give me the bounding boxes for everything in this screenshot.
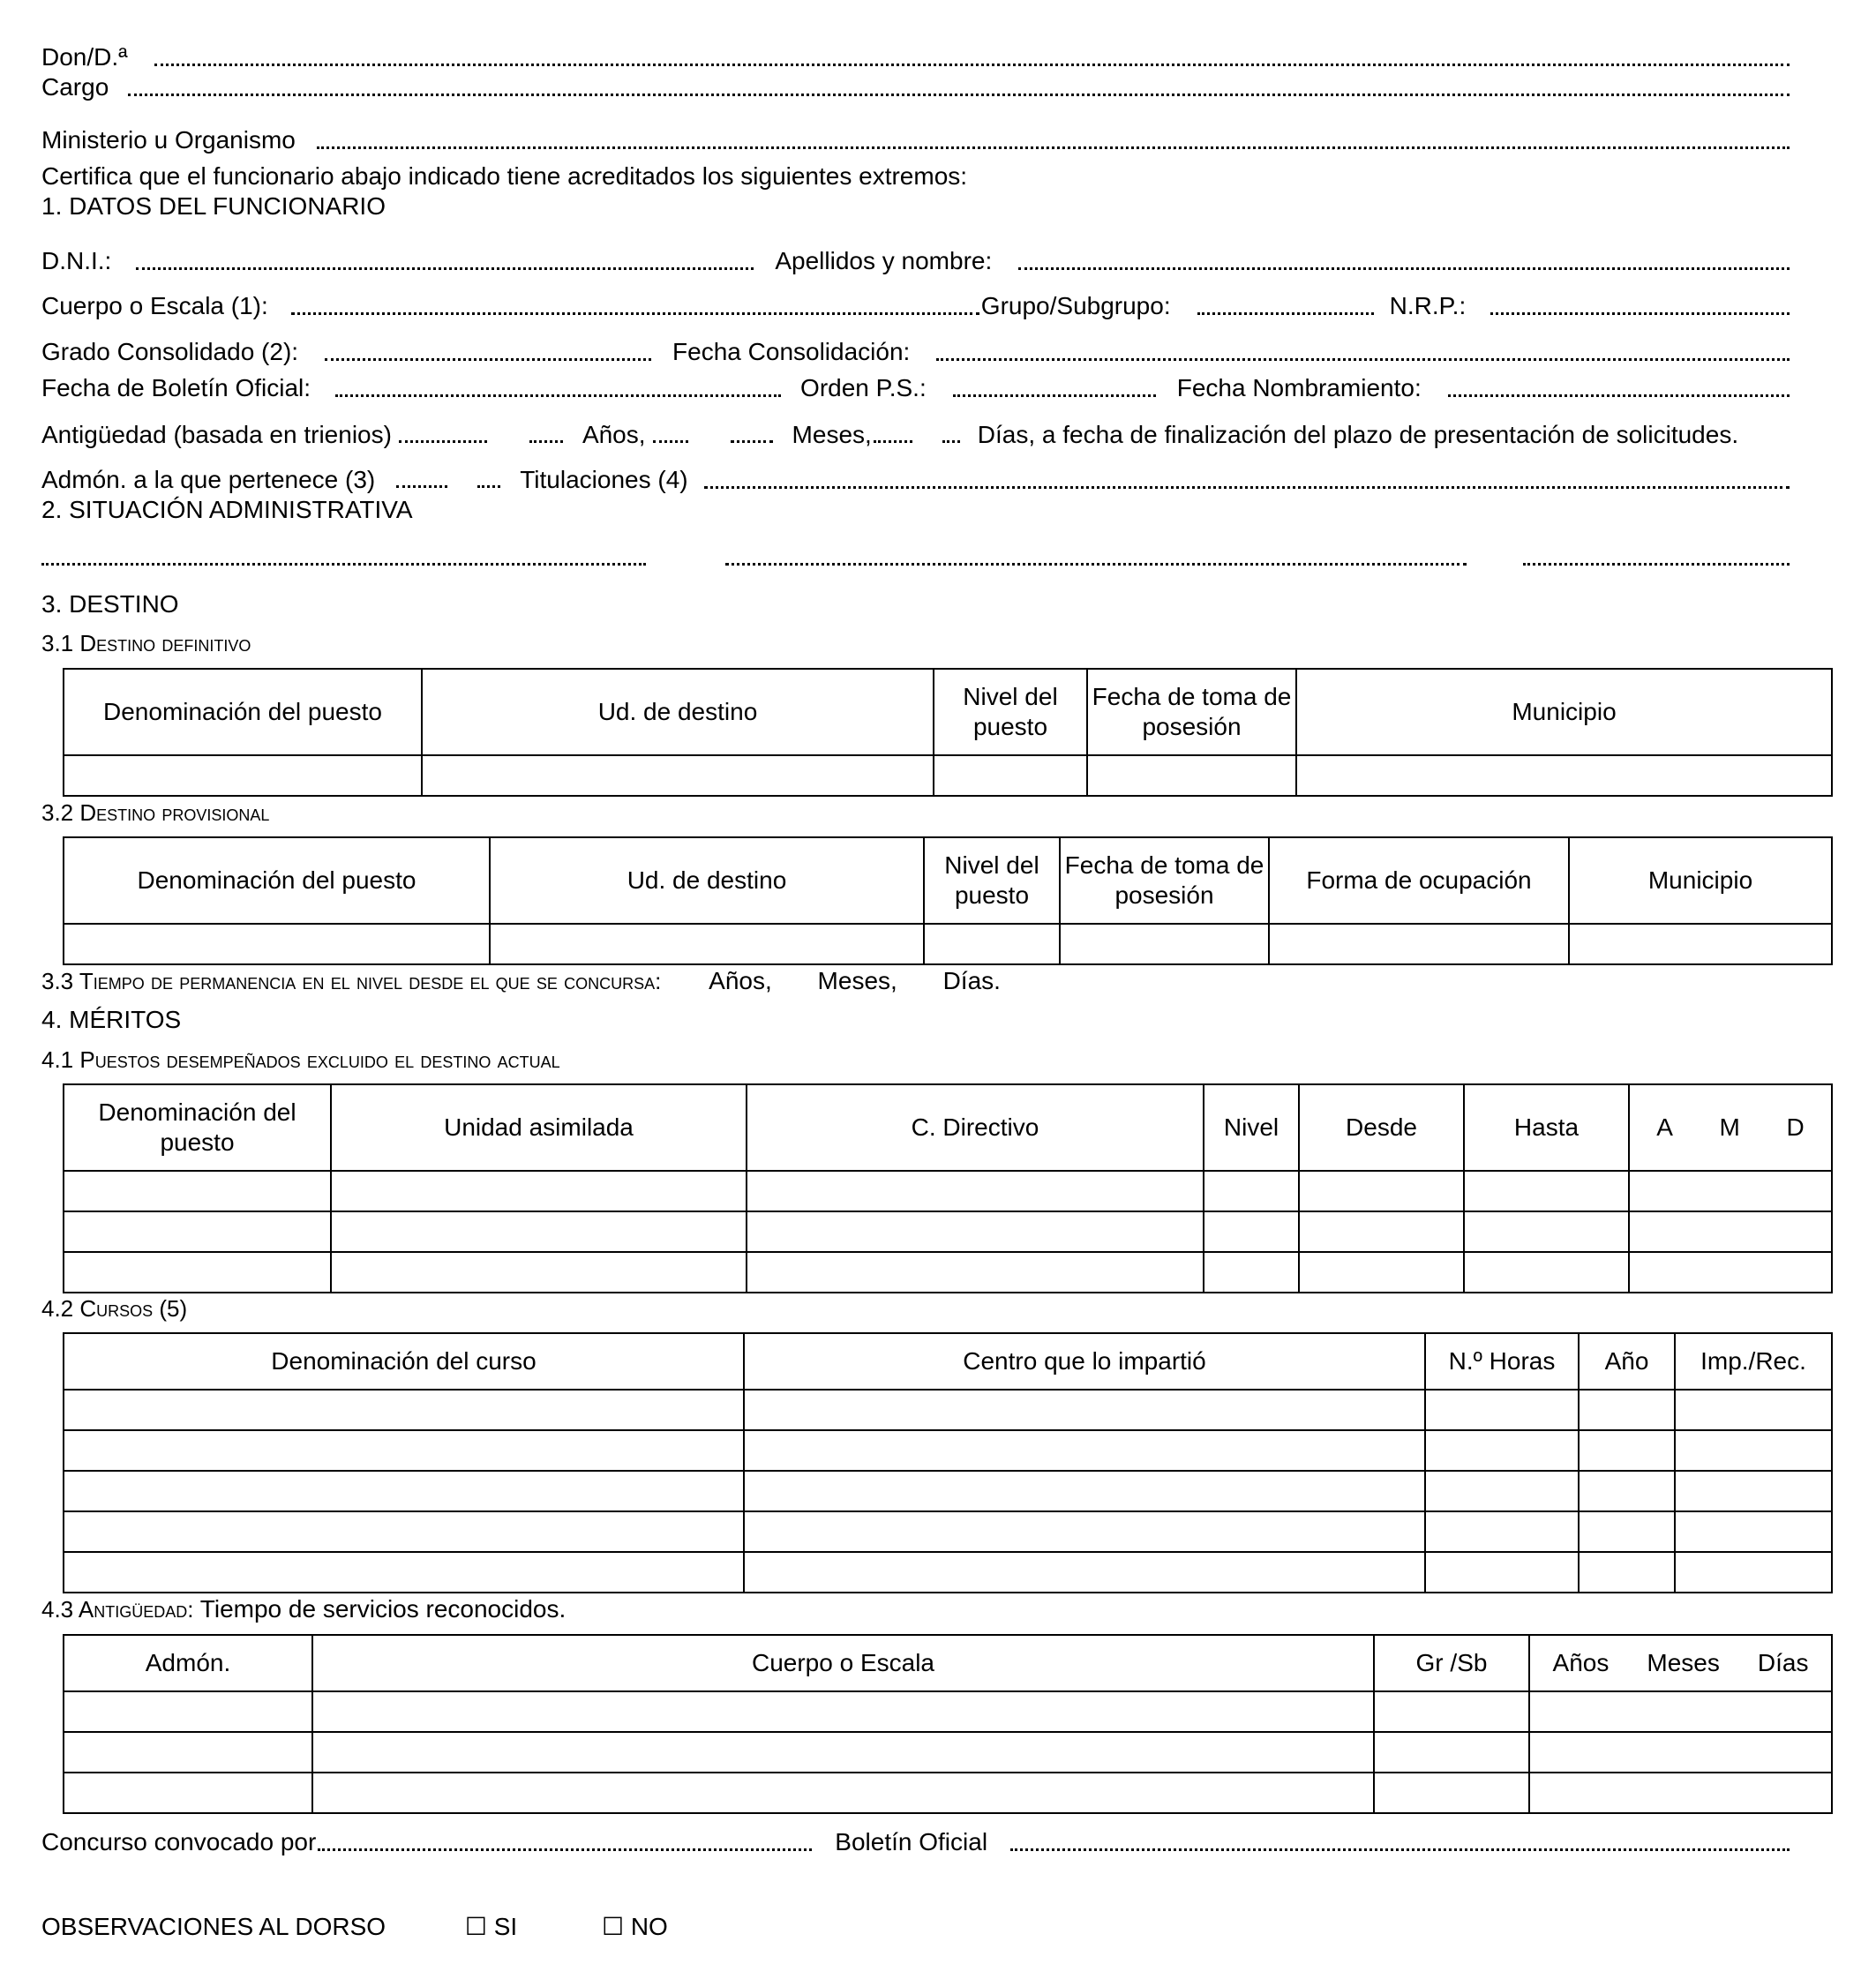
th-nivel: Nivel del puesto [934, 669, 1087, 755]
admon-label: Admón. a la que pertenece (3) [41, 466, 376, 493]
nrp-field[interactable] [1490, 312, 1790, 315]
table-cell[interactable] [331, 1171, 747, 1211]
concurso-label: Concurso convocado por [41, 1828, 317, 1855]
antiguedad-table [63, 1634, 1833, 1814]
meses-field-2[interactable] [942, 440, 960, 443]
admon-field-2[interactable] [477, 485, 500, 488]
th-ud-destino: Ud. de destino [422, 669, 934, 755]
table-cell[interactable] [1425, 1552, 1579, 1593]
cursos-title: 4.2 Cursos (5) [41, 1295, 188, 1322]
don-label: Don/D.ª [41, 43, 128, 71]
apellidos-field[interactable] [1018, 267, 1790, 270]
table-cell[interactable] [422, 755, 934, 796]
th-imp-rec: Imp./Rec. [1675, 1333, 1832, 1390]
apellidos-label: Apellidos y nombre: [775, 247, 993, 274]
antiguedad-section-title [41, 1594, 566, 1624]
th-denominacion: Denominación del puesto [64, 1084, 331, 1171]
th-nivel: Nivel del puesto [924, 837, 1060, 924]
th-ud-destino: Ud. de destino [490, 837, 924, 924]
table-cell[interactable] [747, 1171, 1204, 1211]
permanencia-label: 3.3 Tiempo de permanencia en el nivel desde el que se concursa: [41, 968, 662, 994]
th-municipio: Municipio [1569, 837, 1832, 924]
situacion-field-3[interactable] [1523, 563, 1790, 566]
th-hasta: Hasta [1464, 1084, 1629, 1171]
th-unidad-asimilada: Unidad asimilada [331, 1084, 747, 1171]
table-cell[interactable] [331, 1211, 747, 1252]
table-cell[interactable] [1299, 1252, 1464, 1293]
th-forma-ocupacion: Forma de ocupación [1269, 837, 1569, 924]
table-cell[interactable] [1374, 1691, 1529, 1732]
table-cell[interactable] [1529, 1691, 1832, 1732]
table-cell[interactable] [1529, 1732, 1832, 1773]
table-cell[interactable] [64, 1691, 312, 1732]
grupo-label: Grupo/Subgrupo: [980, 292, 1171, 319]
section2-title: 2. SITUACIÓN ADMINISTRATIVA [41, 496, 413, 523]
table-cell[interactable] [1579, 1552, 1675, 1593]
table-cell[interactable] [1579, 1390, 1675, 1430]
table-row [64, 1471, 1832, 1511]
table-row [64, 1552, 1832, 1593]
table-cell[interactable] [64, 755, 422, 796]
dni-line [41, 246, 1797, 276]
fecha-consolidacion-field[interactable] [936, 358, 1790, 361]
dni-label: D.N.I.: [41, 247, 112, 274]
boletin-label: Boletín Oficial [835, 1828, 988, 1855]
table-cell[interactable] [1579, 1511, 1675, 1552]
table-cell[interactable] [64, 1171, 331, 1211]
table-cell[interactable] [331, 1252, 747, 1293]
titulaciones-field[interactable] [704, 486, 1790, 489]
th-dias: Días [1757, 1649, 1809, 1676]
certifica-text: Certifica que el funcionario abajo indicado tiene acreditados los siguientes extremos: [41, 162, 968, 190]
permanencia-anos: Años, [709, 967, 772, 994]
cargo-field[interactable] [128, 94, 1790, 96]
table-cell[interactable] [1204, 1171, 1299, 1211]
destino-provisional-title: 3.2 Destino provisional [41, 799, 270, 826]
table-cell[interactable] [1629, 1252, 1832, 1293]
th-fecha-toma: Fecha de toma de posesión [1060, 837, 1269, 924]
table-cell[interactable] [1269, 924, 1569, 964]
boletin-field[interactable] [1010, 1848, 1790, 1851]
table-cell[interactable] [64, 1732, 312, 1773]
table-row [64, 1211, 1832, 1252]
cuerpo-field[interactable] [291, 312, 979, 315]
anos-label: Años, [582, 421, 646, 448]
cargo-label: Cargo [41, 73, 109, 101]
table-row [64, 924, 1832, 964]
admon-field-1[interactable] [396, 485, 447, 488]
grado-field[interactable] [325, 358, 651, 361]
table-cell[interactable] [490, 924, 924, 964]
table-cell[interactable] [1675, 1430, 1832, 1471]
orden-field[interactable] [953, 394, 1156, 397]
no-checkbox[interactable]: ☐ NO [601, 1913, 668, 1940]
table-cell[interactable] [1675, 1390, 1832, 1430]
table-cell[interactable] [1464, 1211, 1629, 1252]
titulaciones-label: Titulaciones (4) [520, 466, 688, 493]
meses-label: Meses, [792, 421, 872, 448]
th-centro: Centro que lo impartió [744, 1333, 1425, 1390]
th-denominacion-curso: Denominación del curso [64, 1333, 744, 1390]
table-cell[interactable] [1204, 1252, 1299, 1293]
destino-definitivo-title: 3.1 Destino definitivo [41, 630, 251, 656]
table-cell[interactable] [64, 924, 490, 964]
fecha-consolidacion-label: Fecha Consolidación: [672, 338, 911, 365]
table-cell[interactable] [1464, 1252, 1629, 1293]
table-cell[interactable] [1675, 1552, 1832, 1593]
table-cell[interactable] [1087, 755, 1296, 796]
th-denominacion: Denominación del puesto [64, 669, 422, 755]
fecha-nombramiento-field[interactable] [1448, 394, 1790, 397]
cuerpo-label: Cuerpo o Escala (1): [41, 292, 268, 319]
table-row [64, 1252, 1832, 1293]
table-row [64, 1691, 1832, 1732]
table-cell[interactable] [1675, 1471, 1832, 1511]
table-cell[interactable] [744, 1390, 1425, 1430]
antiguedad-field-2[interactable] [529, 440, 563, 443]
table-cell[interactable] [64, 1471, 744, 1511]
grado-line [41, 337, 1797, 367]
table-cell[interactable] [744, 1471, 1425, 1511]
si-checkbox[interactable]: ☐ SI [464, 1913, 518, 1940]
ministerio-line [41, 125, 1797, 155]
ministerio-label: Ministerio u Organismo [41, 126, 296, 154]
situacion-field-2[interactable] [725, 563, 1467, 566]
th-gr-sb: Gr /Sb [1374, 1635, 1529, 1691]
antiguedad-sc-label: 4.3 Antigüedad: [41, 1596, 194, 1623]
don-field[interactable] [154, 64, 1790, 66]
table-cell[interactable] [1464, 1171, 1629, 1211]
table-cell[interactable] [1675, 1511, 1832, 1552]
table-cell[interactable] [1374, 1732, 1529, 1773]
fecha-boletin-line [41, 373, 1797, 403]
table-cell[interactable] [1569, 924, 1832, 964]
table-cell[interactable] [1579, 1430, 1675, 1471]
table-row [64, 1171, 1832, 1211]
admon-line [41, 465, 1797, 495]
table-cell[interactable] [1629, 1171, 1832, 1211]
table-cell[interactable] [312, 1732, 1374, 1773]
table-cell[interactable] [934, 755, 1087, 796]
table-row [64, 1430, 1832, 1471]
table-cell[interactable] [1299, 1211, 1464, 1252]
antiguedad-rest-label: Tiempo de servicios reconocidos. [199, 1595, 567, 1623]
table-cell[interactable] [1296, 755, 1832, 796]
th-d: D [1786, 1113, 1805, 1141]
th-municipio: Municipio [1296, 669, 1832, 755]
table-cell[interactable] [744, 1552, 1425, 1593]
th-horas: N.º Horas [1425, 1333, 1579, 1390]
section3-title: 3. DESTINO [41, 590, 179, 618]
table-cell[interactable] [1204, 1211, 1299, 1252]
table-cell[interactable] [744, 1511, 1425, 1552]
table-row [64, 755, 1832, 796]
table-row [64, 1773, 1832, 1813]
antiguedad-line [41, 420, 1797, 450]
concurso-field[interactable] [318, 1848, 812, 1851]
situacion-line [41, 563, 1797, 572]
destino-provisional-table [63, 836, 1833, 965]
antiguedad-field-1[interactable] [399, 440, 487, 443]
anos-field-2[interactable] [731, 440, 773, 443]
fecha-boletin-field[interactable] [335, 394, 781, 397]
th-amd [1529, 1635, 1832, 1691]
destino-definitivo-table [63, 668, 1833, 797]
meses-field-1[interactable] [874, 440, 912, 443]
th-ano: Año [1579, 1333, 1675, 1390]
th-a: A [1656, 1113, 1673, 1141]
table-row [64, 1511, 1832, 1552]
th-admon: Admón. [64, 1635, 312, 1691]
table-cell[interactable] [1374, 1773, 1529, 1813]
observaciones-label: OBSERVACIONES AL DORSO [41, 1913, 386, 1940]
situacion-field-1[interactable] [41, 563, 646, 566]
permanencia-line [41, 966, 1001, 996]
th-cuerpo-escala: Cuerpo o Escala [312, 1635, 1374, 1691]
table-cell[interactable] [747, 1211, 1204, 1252]
th-fecha-toma: Fecha de toma de posesión [1087, 669, 1296, 755]
th-c-directivo: C. Directivo [747, 1084, 1204, 1171]
concurso-line [41, 1827, 1797, 1857]
table-cell[interactable] [64, 1211, 331, 1252]
ministerio-field[interactable] [317, 146, 1790, 149]
table-cell[interactable] [1425, 1430, 1579, 1471]
table-row [64, 1732, 1832, 1773]
th-meses: Meses [1647, 1649, 1720, 1676]
fecha-boletin-label: Fecha de Boletín Oficial: [41, 374, 311, 401]
th-m: M [1719, 1113, 1740, 1141]
th-denominacion: Denominación del puesto [64, 837, 490, 924]
nrp-label: N.R.P.: [1389, 292, 1467, 319]
table-cell[interactable] [64, 1773, 312, 1813]
table-cell[interactable] [64, 1390, 744, 1430]
table-cell[interactable] [64, 1252, 331, 1293]
cursos-table [63, 1332, 1833, 1593]
table-cell[interactable] [1425, 1511, 1579, 1552]
th-anos: Años [1552, 1649, 1610, 1676]
table-cell[interactable] [1299, 1171, 1464, 1211]
grupo-field[interactable] [1197, 312, 1374, 315]
puestos-title: 4.1 Puestos desempeñados excluido el destino actual [41, 1046, 560, 1073]
anos-field-1[interactable] [653, 440, 688, 443]
puestos-table [63, 1083, 1833, 1293]
fecha-nombramiento-label: Fecha Nombramiento: [1176, 374, 1422, 401]
table-cell[interactable] [1425, 1390, 1579, 1430]
orden-label: Orden P.S.: [800, 374, 927, 401]
table-cell[interactable] [744, 1430, 1425, 1471]
dias-label: Días, a fecha de finalización del plazo de presentación de solicitudes. [977, 421, 1739, 448]
grado-label: Grado Consolidado (2): [41, 338, 299, 365]
cargo-line [41, 72, 1797, 102]
dni-field[interactable] [136, 267, 754, 270]
table-cell[interactable] [924, 924, 1060, 964]
th-desde: Desde [1299, 1084, 1464, 1171]
table-cell[interactable] [1629, 1211, 1832, 1252]
table-cell[interactable] [64, 1511, 744, 1552]
permanencia-dias: Días. [942, 967, 1001, 994]
table-cell[interactable] [1529, 1773, 1832, 1813]
cuerpo-line [41, 291, 1797, 321]
table-cell[interactable] [312, 1773, 1374, 1813]
table-cell[interactable] [1579, 1471, 1675, 1511]
observaciones-line [41, 1912, 668, 1942]
permanencia-meses: Meses, [817, 967, 897, 994]
table-row [64, 1390, 1832, 1430]
section1-title: 1. DATOS DEL FUNCIONARIO [41, 192, 386, 220]
th-nivel: Nivel [1204, 1084, 1299, 1171]
table-cell[interactable] [64, 1430, 744, 1471]
table-cell[interactable] [64, 1552, 744, 1593]
don-line [41, 42, 1797, 72]
section4-title: 4. MÉRITOS [41, 1006, 182, 1033]
table-cell[interactable] [1425, 1471, 1579, 1511]
th-amd [1629, 1084, 1832, 1171]
antiguedad-label: Antigüedad (basada en trienios) [41, 421, 392, 448]
table-cell[interactable] [747, 1252, 1204, 1293]
table-cell[interactable] [1060, 924, 1269, 964]
table-cell[interactable] [312, 1691, 1374, 1732]
